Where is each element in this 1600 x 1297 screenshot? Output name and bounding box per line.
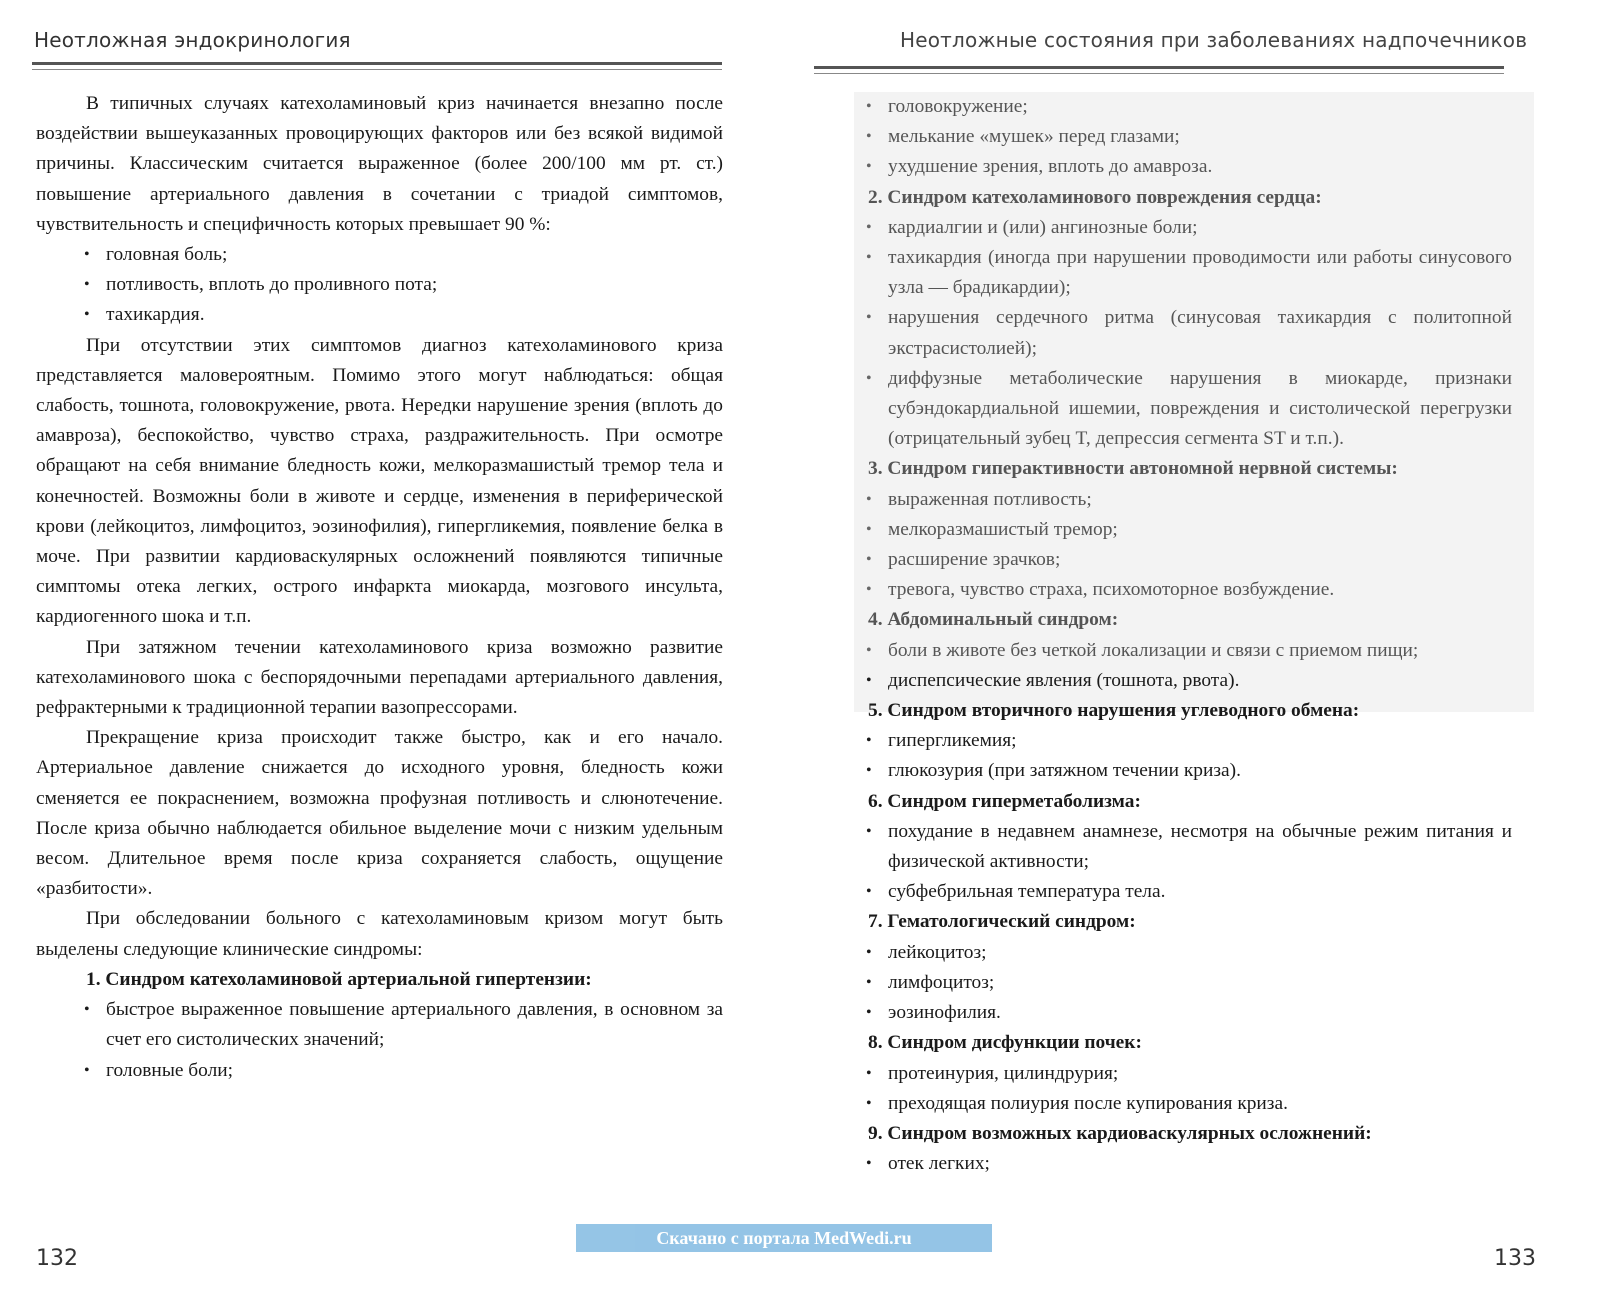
- header-rule-thin: [814, 73, 1504, 74]
- bullet-item: [866, 122, 1512, 152]
- bullet-text: лейкоцитоз;: [888, 941, 987, 963]
- bullet-item: [866, 92, 1512, 122]
- right-page-muted-section: [862, 92, 1512, 666]
- bullet-text: головокружение;: [888, 96, 1028, 117]
- bullet-text: субфебрильная температура тела.: [888, 881, 1166, 903]
- syndrome-heading: 1. Синдром катехоламиновой артериальной гипертензии:: [86, 968, 592, 990]
- bullet-text: эозинофилия.: [888, 1002, 1001, 1024]
- bullet-item: [84, 270, 723, 300]
- bullet-text: расширение зрачков;: [888, 549, 1061, 571]
- bullet-icon: •: [84, 1001, 90, 1019]
- syndrome-heading: 6. Синдром гиперметаболизма:: [868, 790, 1141, 812]
- bullet-icon: •: [84, 1061, 90, 1079]
- bullet-icon: •: [866, 1155, 872, 1173]
- running-head-left: Неотложная эндокринология: [34, 28, 351, 52]
- bullet-item: [866, 938, 1512, 968]
- bullet-item: [866, 485, 1512, 515]
- bullet-text: кардиалгии и (или) ангинозные боли;: [888, 216, 1198, 238]
- bullet-text: тахикардия.: [106, 304, 205, 326]
- paragraph: При отсутствии этих симптомов диагноз катехоламинового криза представляется маловероятным. Помимо этого могут наблюдаться: общая слабость, тошнота, головокружение, рвота. Нередки нарушение зрения (вплоть до амавроза), беспокойство, чувство страха, раздражительность. При осмотре обращают на себя внимание бледность кожи, мелкоразмашистый тремор тела и конечностей. Возможны боли в животе и сердце, изменения в периферической крови (лейкоцитоз, лимфоцитоз, эозинофилия), гипергликемия, появление белка в моче. При развитии кардиоваскулярных осложнений появляются типичные симптомы отека легких, острого инфаркта миокарда, мозгового инсульта, кардиогенного шока и т.п.: [36, 334, 723, 628]
- bullet-item: [866, 213, 1512, 243]
- bullet-list: [862, 1059, 1512, 1119]
- bullet-item: [866, 636, 1512, 666]
- bullet-item: [866, 968, 1512, 998]
- header-rule-thin: [32, 69, 722, 70]
- bullet-icon: •: [866, 641, 872, 659]
- left-page-body: [36, 89, 723, 1086]
- page-number-right: 133: [1494, 1246, 1536, 1271]
- bullet-item: [866, 666, 1512, 696]
- bullet-text: лимфоцитоз;: [888, 971, 995, 993]
- bullet-icon: •: [866, 218, 872, 236]
- bullet-icon: •: [866, 973, 872, 991]
- bullet-item: [866, 303, 1512, 363]
- bullet-text: нарушения сердечного ритма (синусовая тахикардия с политопной экстрасистолией);: [888, 307, 1512, 359]
- bullet-list: [862, 726, 1512, 786]
- bullet-item: [84, 1056, 723, 1086]
- syndrome-heading: 2. Синдром катехоламинового повреждения сердца:: [868, 186, 1322, 208]
- bullet-text: мелкоразмашистый тремор;: [888, 518, 1118, 540]
- bullet-item: [866, 756, 1512, 786]
- syndrome-heading: 4. Абдоминальный синдром:: [868, 609, 1119, 631]
- running-head-right: Неотложные состояния при заболеваниях надпочечников: [900, 28, 1528, 52]
- bullet-text: потливость, вплоть до проливного пота;: [106, 274, 438, 296]
- bullet-icon: •: [866, 490, 872, 508]
- bullet-text: боли в животе без четкой локализации и связи с приемом пищи;: [888, 639, 1419, 661]
- bullet-text: мелькание «мушек» перед глазами;: [888, 126, 1180, 148]
- bullet-item: [866, 243, 1512, 303]
- bullet-icon: •: [866, 249, 872, 267]
- syndrome-heading: 7. Гематологический синдром:: [868, 911, 1136, 933]
- bullet-text: головные боли;: [106, 1059, 234, 1081]
- bullet-text: тревога, чувство страха, психомоторное возбуждение.: [888, 579, 1335, 601]
- bullet-item: [84, 300, 723, 330]
- right-page-main-section: [862, 666, 1512, 1179]
- syndrome-heading: 8. Синдром дисфункции почек:: [868, 1032, 1142, 1054]
- bullet-icon: •: [866, 671, 872, 689]
- bullet-list: [862, 666, 1512, 696]
- bullet-text: похудание в недавнем анамнезе, несмотря на обычные режим питания и физической активности;: [888, 820, 1512, 873]
- bullet-text: головная боль;: [106, 244, 228, 266]
- bullet-icon: •: [866, 309, 872, 327]
- bullet-text: быстрое выраженное повышение артериального давления, в основном за счет его систолических значений;: [106, 999, 723, 1051]
- syndrome-heading: 5. Синдром вторичного нарушения углеводного обмена:: [868, 700, 1360, 722]
- bullet-item: [84, 995, 723, 1055]
- page-number-left: 132: [36, 1246, 78, 1271]
- bullet-icon: •: [866, 520, 872, 538]
- bullet-icon: •: [84, 276, 90, 294]
- bullet-icon: •: [866, 1094, 872, 1112]
- bullet-list: [862, 213, 1512, 455]
- bullet-icon: •: [866, 762, 872, 780]
- bullet-list: [862, 636, 1512, 666]
- bullet-item: [866, 515, 1512, 545]
- bullet-text: ухудшение зрения, вплоть до амавроза.: [888, 156, 1213, 178]
- bullet-text: тахикардия (иногда при нарушении проводимости или работы синусового узла — брадикардии);: [888, 247, 1512, 299]
- bullet-item: [866, 877, 1512, 907]
- header-rule-thick: [814, 66, 1504, 69]
- watermark-banner: Скачано с портала MedWedi.ru: [576, 1224, 992, 1252]
- bullet-list: [862, 938, 1512, 1029]
- bullet-list: [862, 92, 1512, 183]
- bullet-list: [862, 1149, 1512, 1179]
- right-page-body: [862, 92, 1512, 1179]
- syndrome-heading: 3. Синдром гиперактивности автономной нервной системы:: [868, 458, 1398, 480]
- bullet-icon: •: [866, 581, 872, 599]
- paragraph: При затяжном течении катехоламинового криза возможно развитие катехоламинового шока с беспорядочными перепадами артериального давления, рефрактерными к традиционной терапии вазопрессорами.: [36, 636, 723, 719]
- bullet-icon: •: [866, 128, 872, 146]
- bullet-icon: •: [866, 158, 872, 176]
- bullet-item: [866, 1149, 1512, 1179]
- bullet-item: [866, 1059, 1512, 1089]
- bullet-item: [866, 545, 1512, 575]
- paragraph: В типичных случаях катехоламиновый криз начинается внезапно после воздействии вышеуказанных провоцирующих факторов или без всякой видимой причины. Классическим считается выраженное (более 200/100 мм рт. ст.) повышение артериального давления в сочетании с триадой симптомов, чувствительность и специфичность которых превышает 90 %:: [36, 93, 723, 235]
- bullet-list: [36, 240, 723, 331]
- bullet-text: диспепсические явления (тошнота, рвота).: [888, 669, 1240, 691]
- bullet-item: [866, 817, 1512, 877]
- bullet-item: [866, 364, 1512, 455]
- bullet-item: [866, 152, 1512, 182]
- bullet-icon: •: [866, 822, 872, 840]
- bullet-text: гипергликемия;: [888, 730, 1017, 752]
- bullet-icon: •: [866, 1004, 872, 1022]
- bullet-list: [862, 817, 1512, 908]
- bullet-icon: •: [84, 306, 90, 324]
- bullet-text: протеинурия, цилиндрурия;: [888, 1062, 1119, 1084]
- bullet-text: глюкозурия (при затяжном течении криза).: [888, 760, 1241, 782]
- bullet-icon: •: [866, 1064, 872, 1082]
- bullet-item: [84, 240, 723, 270]
- right-page: [800, 0, 1600, 1297]
- syndrome-heading: 9. Синдром возможных кардиоваскулярных осложнений:: [868, 1122, 1372, 1144]
- bullet-item: [866, 575, 1512, 605]
- bullet-text: диффузные метаболические нарушения в миокарде, признаки субэндокардиальной ишемии, повреждения и систолической перегрузки (отрицательный зубец T, депрессия сегмента ST и т.п.).: [888, 367, 1512, 450]
- bullet-icon: •: [84, 246, 90, 264]
- paragraph: При обследовании больного с катехоламиновым кризом могут быть выделены следующие клинические синдромы:: [36, 908, 723, 960]
- bullet-text: выраженная потливость;: [888, 488, 1092, 510]
- bullet-icon: •: [866, 551, 872, 569]
- bullet-text: преходящая полиурия после купирования криза.: [888, 1092, 1288, 1114]
- bullet-icon: •: [866, 943, 872, 961]
- bullet-icon: •: [866, 732, 872, 750]
- bullet-list: [862, 485, 1512, 606]
- paragraph: Прекращение криза происходит также быстро, как и его начало. Артериальное давление снижается до исходного уровня, бледность кожи сменяется ее покраснением, возможна профузная потливость и слюнотечение. После криза обычно наблюдается обильное выделение мочи с низким удельным весом. Длительное время после криза сохраняется слабость, ощущение «разбитости».: [36, 727, 723, 900]
- bullet-icon: •: [866, 369, 872, 387]
- bullet-text: отек легких;: [888, 1153, 990, 1175]
- bullet-item: [866, 726, 1512, 756]
- bullet-icon: •: [866, 883, 872, 901]
- bullet-item: [866, 1089, 1512, 1119]
- header-rule-thick: [32, 62, 722, 65]
- bullet-list: [36, 995, 723, 1086]
- bullet-item: [866, 998, 1512, 1028]
- bullet-icon: •: [866, 98, 872, 115]
